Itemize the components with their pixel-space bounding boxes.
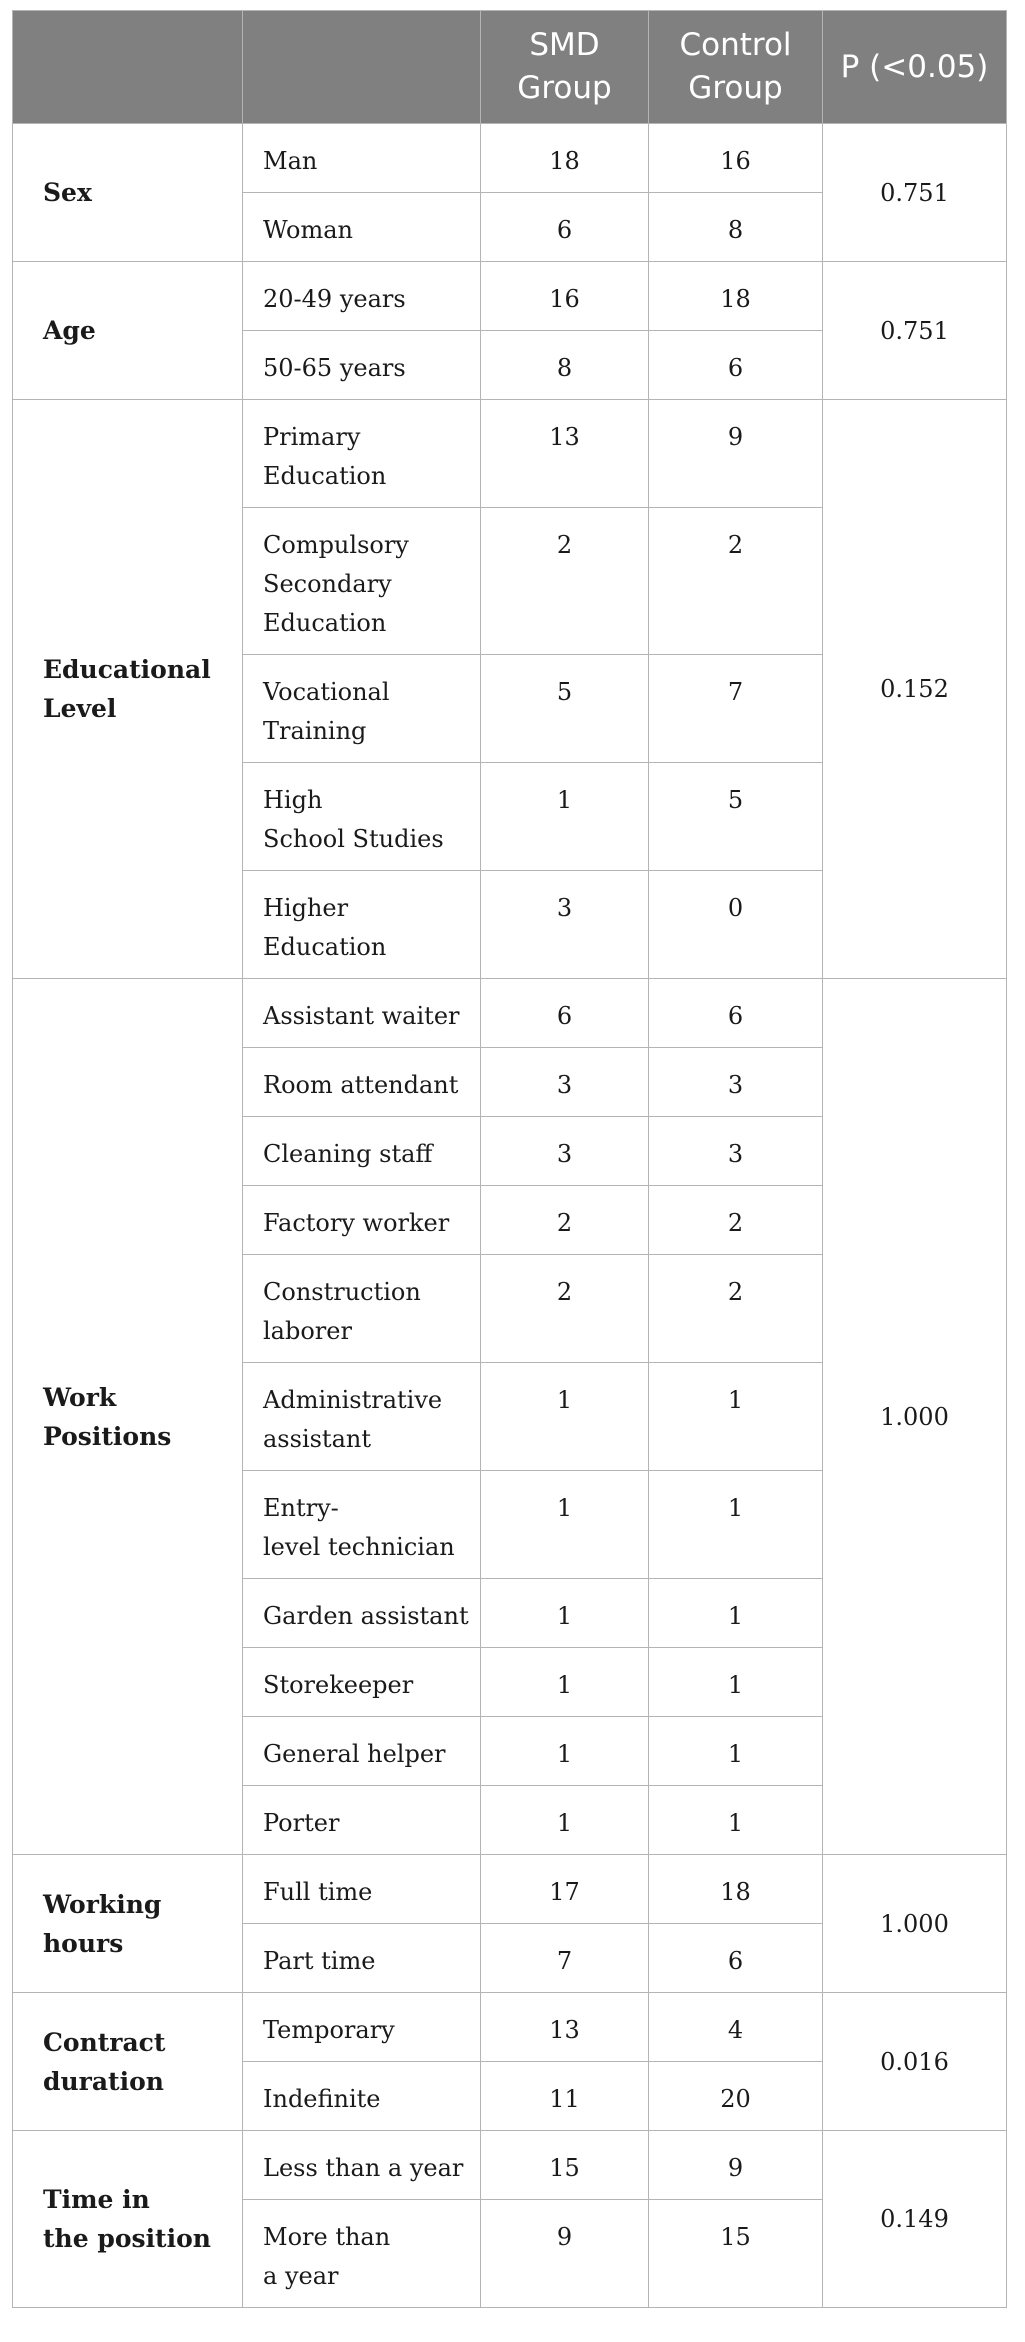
item-label: 50-65 years [263,354,406,382]
control-count-cell: 2 [649,1186,823,1255]
table-row [13,1993,1007,2062]
control-count-cell: 1 [649,1579,823,1648]
item-label: Temporary [263,2016,395,2044]
item-cell [243,655,481,763]
control-count-cell: 8 [649,193,823,262]
control-count-cell: 1 [649,1648,823,1717]
smd-count-cell: 13 [481,400,649,508]
category-label: Sex [43,178,92,207]
item-label: Vocational Training [263,678,390,745]
category-label: Educational Level [43,655,211,723]
control-count-cell: 15 [649,2200,823,2308]
smd-count-cell: 8 [481,331,649,400]
p-value-cell: 0.149 [823,2131,1007,2308]
item-label: Higher Education [263,894,387,961]
smd-count-cell: 1 [481,763,649,871]
category-label: Contract duration [43,2027,166,2096]
demographics-table [12,10,1007,2308]
table-row [13,1855,1007,1924]
p-value-cell: 1.000 [823,979,1007,1855]
item-cell [243,1363,481,1471]
category-cell [13,400,243,979]
control-count-cell: 9 [649,2131,823,2200]
item-cell [243,400,481,508]
smd-count-cell: 3 [481,1048,649,1117]
item-label: Garden assistant [263,1602,469,1630]
header-p-value: P (<0.05) [823,11,1007,124]
control-count-cell: 18 [649,262,823,331]
control-count-cell: 5 [649,763,823,871]
category-label: Work Positions [43,1382,172,1451]
control-count-cell: 18 [649,1855,823,1924]
control-count-cell: 16 [649,124,823,193]
header-category [13,11,243,124]
p-value-cell: 0.751 [823,124,1007,262]
category-cell [13,2131,243,2308]
smd-count-cell: 3 [481,1117,649,1186]
item-label: Primary Education [263,423,387,490]
item-label: Room attendant [263,1071,459,1099]
category-label: Time in the position [43,2185,211,2253]
p-value-cell: 0.016 [823,1993,1007,2131]
control-count-cell: 3 [649,1117,823,1186]
smd-count-cell: 17 [481,1855,649,1924]
smd-count-cell: 1 [481,1648,649,1717]
item-cell [243,2131,481,2200]
control-count-cell: 1 [649,1717,823,1786]
item-label: Factory worker [263,1209,450,1237]
item-label: Less than a year [263,2154,464,2182]
item-cell [243,979,481,1048]
item-label: Part time [263,1947,376,1975]
item-label: Cleaning staff [263,1140,433,1168]
smd-count-cell: 2 [481,1255,649,1363]
smd-count-cell: 7 [481,1924,649,1993]
item-label: Porter [263,1809,340,1837]
smd-count-cell: 3 [481,871,649,979]
item-cell [243,1993,481,2062]
item-label: Full time [263,1878,373,1906]
control-count-cell: 1 [649,1471,823,1579]
item-label: Assistant waiter [263,1002,460,1030]
item-label: Administrative assistant [263,1386,443,1453]
control-count-cell: 6 [649,331,823,400]
item-cell [243,193,481,262]
item-cell [243,871,481,979]
control-count-cell: 0 [649,871,823,979]
control-count-cell: 2 [649,1255,823,1363]
item-cell [243,1786,481,1855]
item-label: Indefinite [263,2085,381,2113]
smd-count-cell: 2 [481,1186,649,1255]
item-cell [243,331,481,400]
item-label: Storekeeper [263,1671,414,1699]
smd-count-cell: 1 [481,1579,649,1648]
control-count-cell: 6 [649,979,823,1048]
item-cell [243,1855,481,1924]
item-label: General helper [263,1740,446,1768]
category-cell [13,262,243,400]
category-cell [13,1855,243,1993]
item-cell [243,1717,481,1786]
smd-count-cell: 2 [481,508,649,655]
item-label: Construction laborer [263,1278,421,1345]
smd-count-cell: 1 [481,1363,649,1471]
p-value-cell: 0.152 [823,400,1007,979]
control-count-cell: 7 [649,655,823,763]
item-cell [243,2200,481,2308]
control-count-cell: 1 [649,1363,823,1471]
item-label: 20-49 years [263,285,406,313]
item-cell [243,1924,481,1993]
item-cell [243,1255,481,1363]
header-smd-group: SMD Group [481,11,649,124]
item-label: High School Studies [263,786,444,853]
smd-count-cell: 5 [481,655,649,763]
smd-count-cell: 18 [481,124,649,193]
item-cell [243,124,481,193]
item-cell [243,1471,481,1579]
smd-count-cell: 1 [481,1786,649,1855]
smd-count-cell: 15 [481,2131,649,2200]
p-value-cell: 0.751 [823,262,1007,400]
smd-count-cell: 6 [481,979,649,1048]
item-cell [243,262,481,331]
category-cell [13,1993,243,2131]
table-row [13,2131,1007,2200]
item-label: Compulsory Secondary Education [263,531,409,637]
item-cell [243,1648,481,1717]
control-count-cell: 1 [649,1786,823,1855]
smd-count-cell: 6 [481,193,649,262]
item-cell [243,1186,481,1255]
item-cell [243,1579,481,1648]
table-row [13,400,1007,508]
control-count-cell: 3 [649,1048,823,1117]
header-row [13,11,1007,124]
control-count-cell: 9 [649,400,823,508]
item-cell [243,763,481,871]
smd-count-cell: 16 [481,262,649,331]
control-count-cell: 6 [649,1924,823,1993]
control-count-cell: 20 [649,2062,823,2131]
item-cell [243,1048,481,1117]
item-cell [243,508,481,655]
table-row [13,262,1007,331]
item-label: Man [263,147,318,175]
category-label: Age [43,316,96,345]
item-label: Woman [263,216,354,244]
smd-count-cell: 11 [481,2062,649,2131]
control-count-cell: 2 [649,508,823,655]
smd-count-cell: 1 [481,1471,649,1579]
p-value-cell: 1.000 [823,1855,1007,1993]
item-cell [243,1117,481,1186]
category-label: Working hours [43,1889,162,1958]
smd-count-cell: 9 [481,2200,649,2308]
item-label: More than a year [263,2223,391,2290]
smd-count-cell: 13 [481,1993,649,2062]
category-cell [13,124,243,262]
control-count-cell: 4 [649,1993,823,2062]
category-cell [13,979,243,1855]
item-cell [243,2062,481,2131]
table-row [13,124,1007,193]
table-row [13,979,1007,1048]
smd-count-cell: 1 [481,1717,649,1786]
header-item [243,11,481,124]
item-label: Entry- level technician [263,1494,455,1561]
header-control-group: Control Group [649,11,823,124]
